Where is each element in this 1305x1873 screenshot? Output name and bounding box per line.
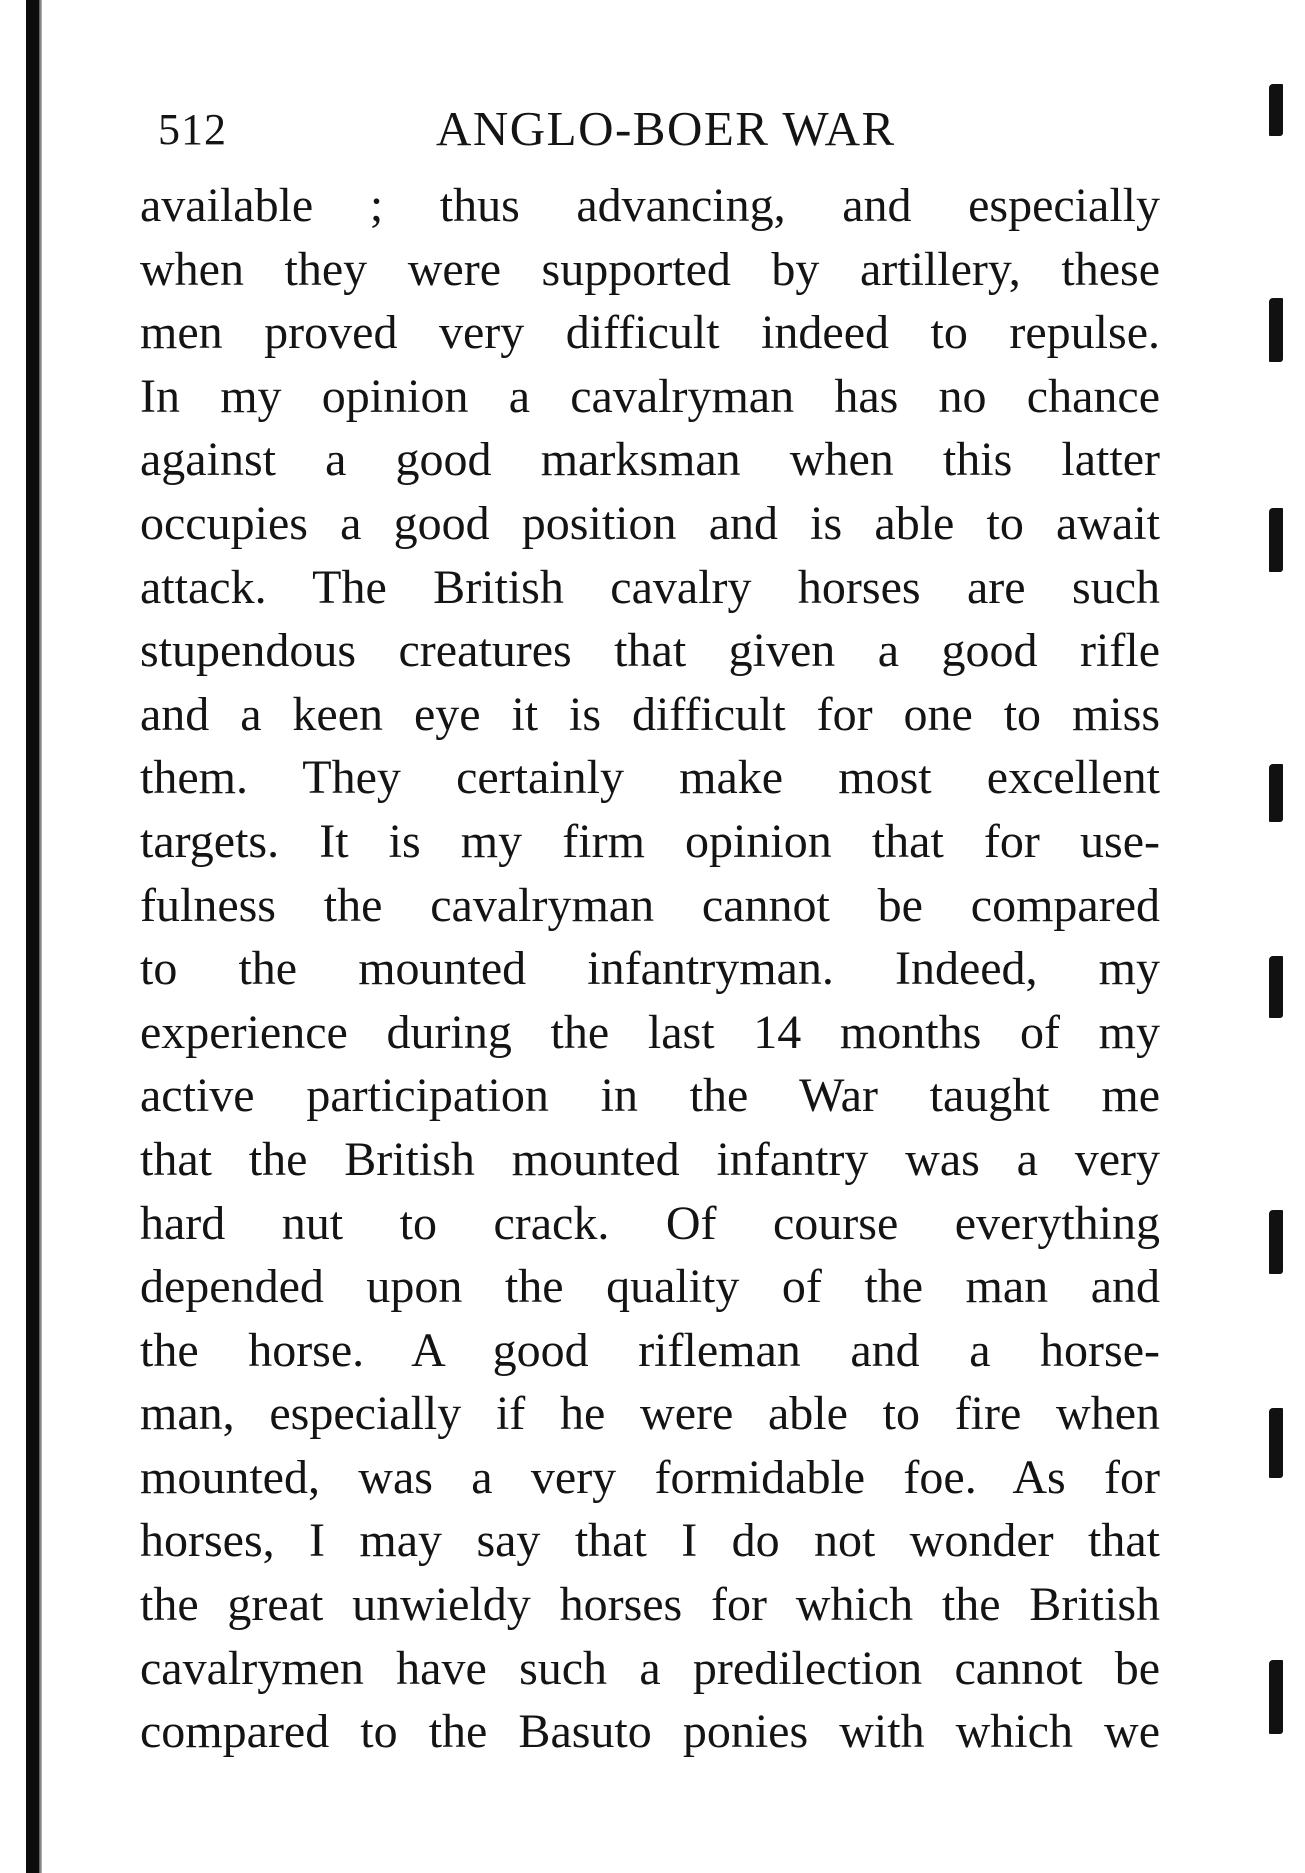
text-line: them. They certainly make most excellent <box>140 751 1160 805</box>
text-line: occupies a good position and is able to await <box>140 496 1160 550</box>
text-line: horses, I may say that I do not wonder that <box>140 1514 1160 1568</box>
body-text <box>140 174 1160 1764</box>
page-number: 512 <box>158 105 227 154</box>
text-line: hard nut to crack. Of course everything <box>140 1196 1160 1250</box>
text-line: experience during the last 14 months of my <box>140 1005 1160 1059</box>
text-line: targets. It is my firm opinion that for use- <box>140 814 1160 868</box>
edge-mark <box>1269 1660 1283 1734</box>
edge-mark <box>1269 84 1283 136</box>
text-line: active participation in the War taught me <box>140 1069 1160 1123</box>
text-line: man, especially if he were able to fire when <box>140 1387 1160 1441</box>
text-line: when they were supported by artillery, these <box>140 242 1160 296</box>
text-line: and a keen eye it is difficult for one to miss <box>140 687 1160 741</box>
text-line: compared to the Basuto ponies with which we <box>140 1705 1160 1759</box>
facing-page-edge <box>1245 0 1305 1873</box>
text-line: that the British mounted infantry was a very <box>140 1132 1160 1186</box>
edge-mark <box>1269 1210 1283 1274</box>
text-line: against a good marksman when this latter <box>140 433 1160 487</box>
text-line: the great unwieldy horses for which the British <box>140 1578 1160 1632</box>
running-title: ANGLO-BOER WAR <box>436 101 896 156</box>
edge-mark <box>1269 956 1283 1018</box>
edge-mark <box>1269 298 1283 362</box>
text-line: mounted, was a very formidable foe. As for <box>140 1450 1160 1504</box>
book-spine-shadow <box>26 0 39 1873</box>
text-line: stupendous creatures that given a good rifle <box>140 624 1160 678</box>
text-line: men proved very difficult indeed to repulse. <box>140 306 1160 360</box>
edge-mark <box>1269 508 1283 572</box>
edge-mark <box>1269 1408 1283 1478</box>
text-line: attack. The British cavalry horses are such <box>140 560 1160 614</box>
text-line: In my opinion a cavalryman has no chance <box>140 369 1160 423</box>
page-header <box>158 100 918 166</box>
text-line: to the mounted infantryman. Indeed, my <box>140 942 1160 996</box>
text-line: the horse. A good rifleman and a horse- <box>140 1323 1160 1377</box>
text-line: depended upon the quality of the man and <box>140 1260 1160 1314</box>
text-line: cavalrymen have such a predilection cannot be <box>140 1641 1160 1695</box>
edge-mark <box>1269 764 1283 822</box>
book-spine-edge <box>39 0 42 1873</box>
text-line: available ; thus advancing, and especially <box>140 179 1160 232</box>
text-line: fulness the cavalryman cannot be compared <box>140 878 1160 932</box>
